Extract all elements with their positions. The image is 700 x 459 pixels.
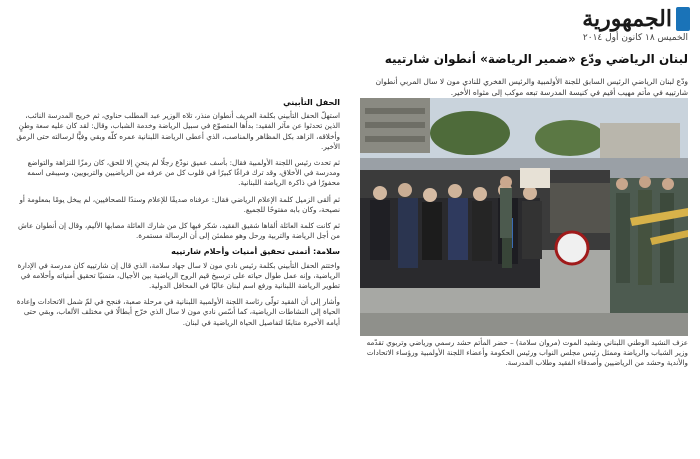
newspaper-logo[interactable]	[582, 6, 690, 32]
section-title-salameh: سلامة: أتمنى تحقيق أمنيات وأحلام شارتييه	[171, 247, 340, 257]
masthead	[10, 6, 690, 36]
body-paragraph: استهلّ الحفل التأبيني بكلمة العريف أنطوان منذر، تلاه الوزير عبد المطلب حناوي، ثم خريج المدرسة النائب، الذين تحدثوا عن مآثر الفقيد: بدأها المتصوّع في سبيل الرياضة وخدمة الشباب، وقال: لقد كان عليه سعة وطنٍ وأخلاقه، الزاهد بكل المظاهر والمناصب، الذي أعطى الرياضة اللبنانية عمره كلّه وبقي وفيًّا لرسالته حتى الرمق الأخير.	[16, 111, 340, 151]
article-dateline: الخميس ١٨ كانون أول ٢٠١٤	[582, 33, 688, 43]
body-paragraph: ثم كانت كلمة العائلة ألقاها شقيق الفقيد، شكر فيها كل من شارك العائلة مصابها الأليم، وقال إن أنطوان عاش من أجل الرياضة والتربية ورحل وهو مطمئن إلى أن الرسالة مستمرة.	[18, 221, 340, 241]
body-paragraph: ثم تحدث رئيس اللجنة الأولمبية فقال: بأسف عميق نودّع رجلًا لم ينحنِ إلا للحق، كان رمزًا للنزاهة والتواضع ومدرسة في الأخلاق، وقد ترك فراغًا كبيرًا في قلوب كل من عرفه من الرياضيين والتربويين، وسيبقى اسمه محفورًا في ذاكرة الرياضة اللبنانية.	[27, 158, 340, 188]
funeral-crowd-photo-icon	[360, 98, 688, 336]
article-body	[10, 96, 340, 334]
article-lede: ودّع لبنان الرياضي الرئيس السابق للجنة الأولمبية والرئيس الفخري للنادي مون لا سال المربي أنطوان شارتييه في مأتم مهيب أقيم في كنيسة المدرسة تبعه موكب إلى مثواه الأخير.	[375, 77, 688, 97]
article-photo	[360, 98, 688, 336]
section-title-memorial: الحفل التأبيني	[283, 98, 340, 107]
body-paragraph: وأشار إلى أن الفقيد تولّى رئاسة اللجنة الأولمبية اللبنانية في مرحلة صعبة، فنجح في لمّ شمل الاتحادات وإعادة الحياة إلى النشاطات الرياضية، كما أسّس نادي مون لا سال الذي خرّج أبطالًا في مختلف الألعاب، وبقي حتى أيامه الأخيرة متابعًا لتفاصيل الحياة الرياضية في لبنان.	[16, 297, 340, 327]
logo-text: الجمهورية	[582, 6, 672, 32]
photo-caption: عزف النشيد الوطني اللبناني ونشيد الموت (مروان سلامة) – حضر المأتم حشد رسمي ورياضي وتربوي تقدّمه وزير الشباب والرياضة وممثل رئيس مجلس النواب ورئيس الحكومة وأعضاء اللجنة الأولمبية ورؤساء الاتحادات والأندية وحشد من الرياضيين وأصدقاء الفقيد وطلاب المدرسة.	[366, 338, 688, 367]
body-paragraph: واختتم الحفل التأبيني بكلمة رئيس نادي مون لا سال جهاد سلامة، الذي قال إن شارتييه كان مدرسة في الإدارة الرياضية، وإنه عمل طوال حياته على ترسيخ قيم الروح الرياضية بين الأجيال، متمنيًا تحقيق أمنياته وأحلامه في تطوير الرياضة اللبنانية ورفع اسم لبنان عاليًا في المحافل الدولية.	[17, 260, 340, 291]
logo-mark-icon	[676, 7, 690, 31]
body-paragraph: ثم ألقى الزميل كلمة الإعلام الرياضي فقال: عرفناه صديقًا للإعلام وسندًا للصحافيين، لم يبخل يومًا بمعلومة أو نصيحة، وكان بابه مفتوحًا للجميع.	[19, 194, 340, 214]
article-headline: لبنان الرياضي ودّع «ضمير الرياضة» أنطوان شارتييه	[384, 52, 688, 66]
